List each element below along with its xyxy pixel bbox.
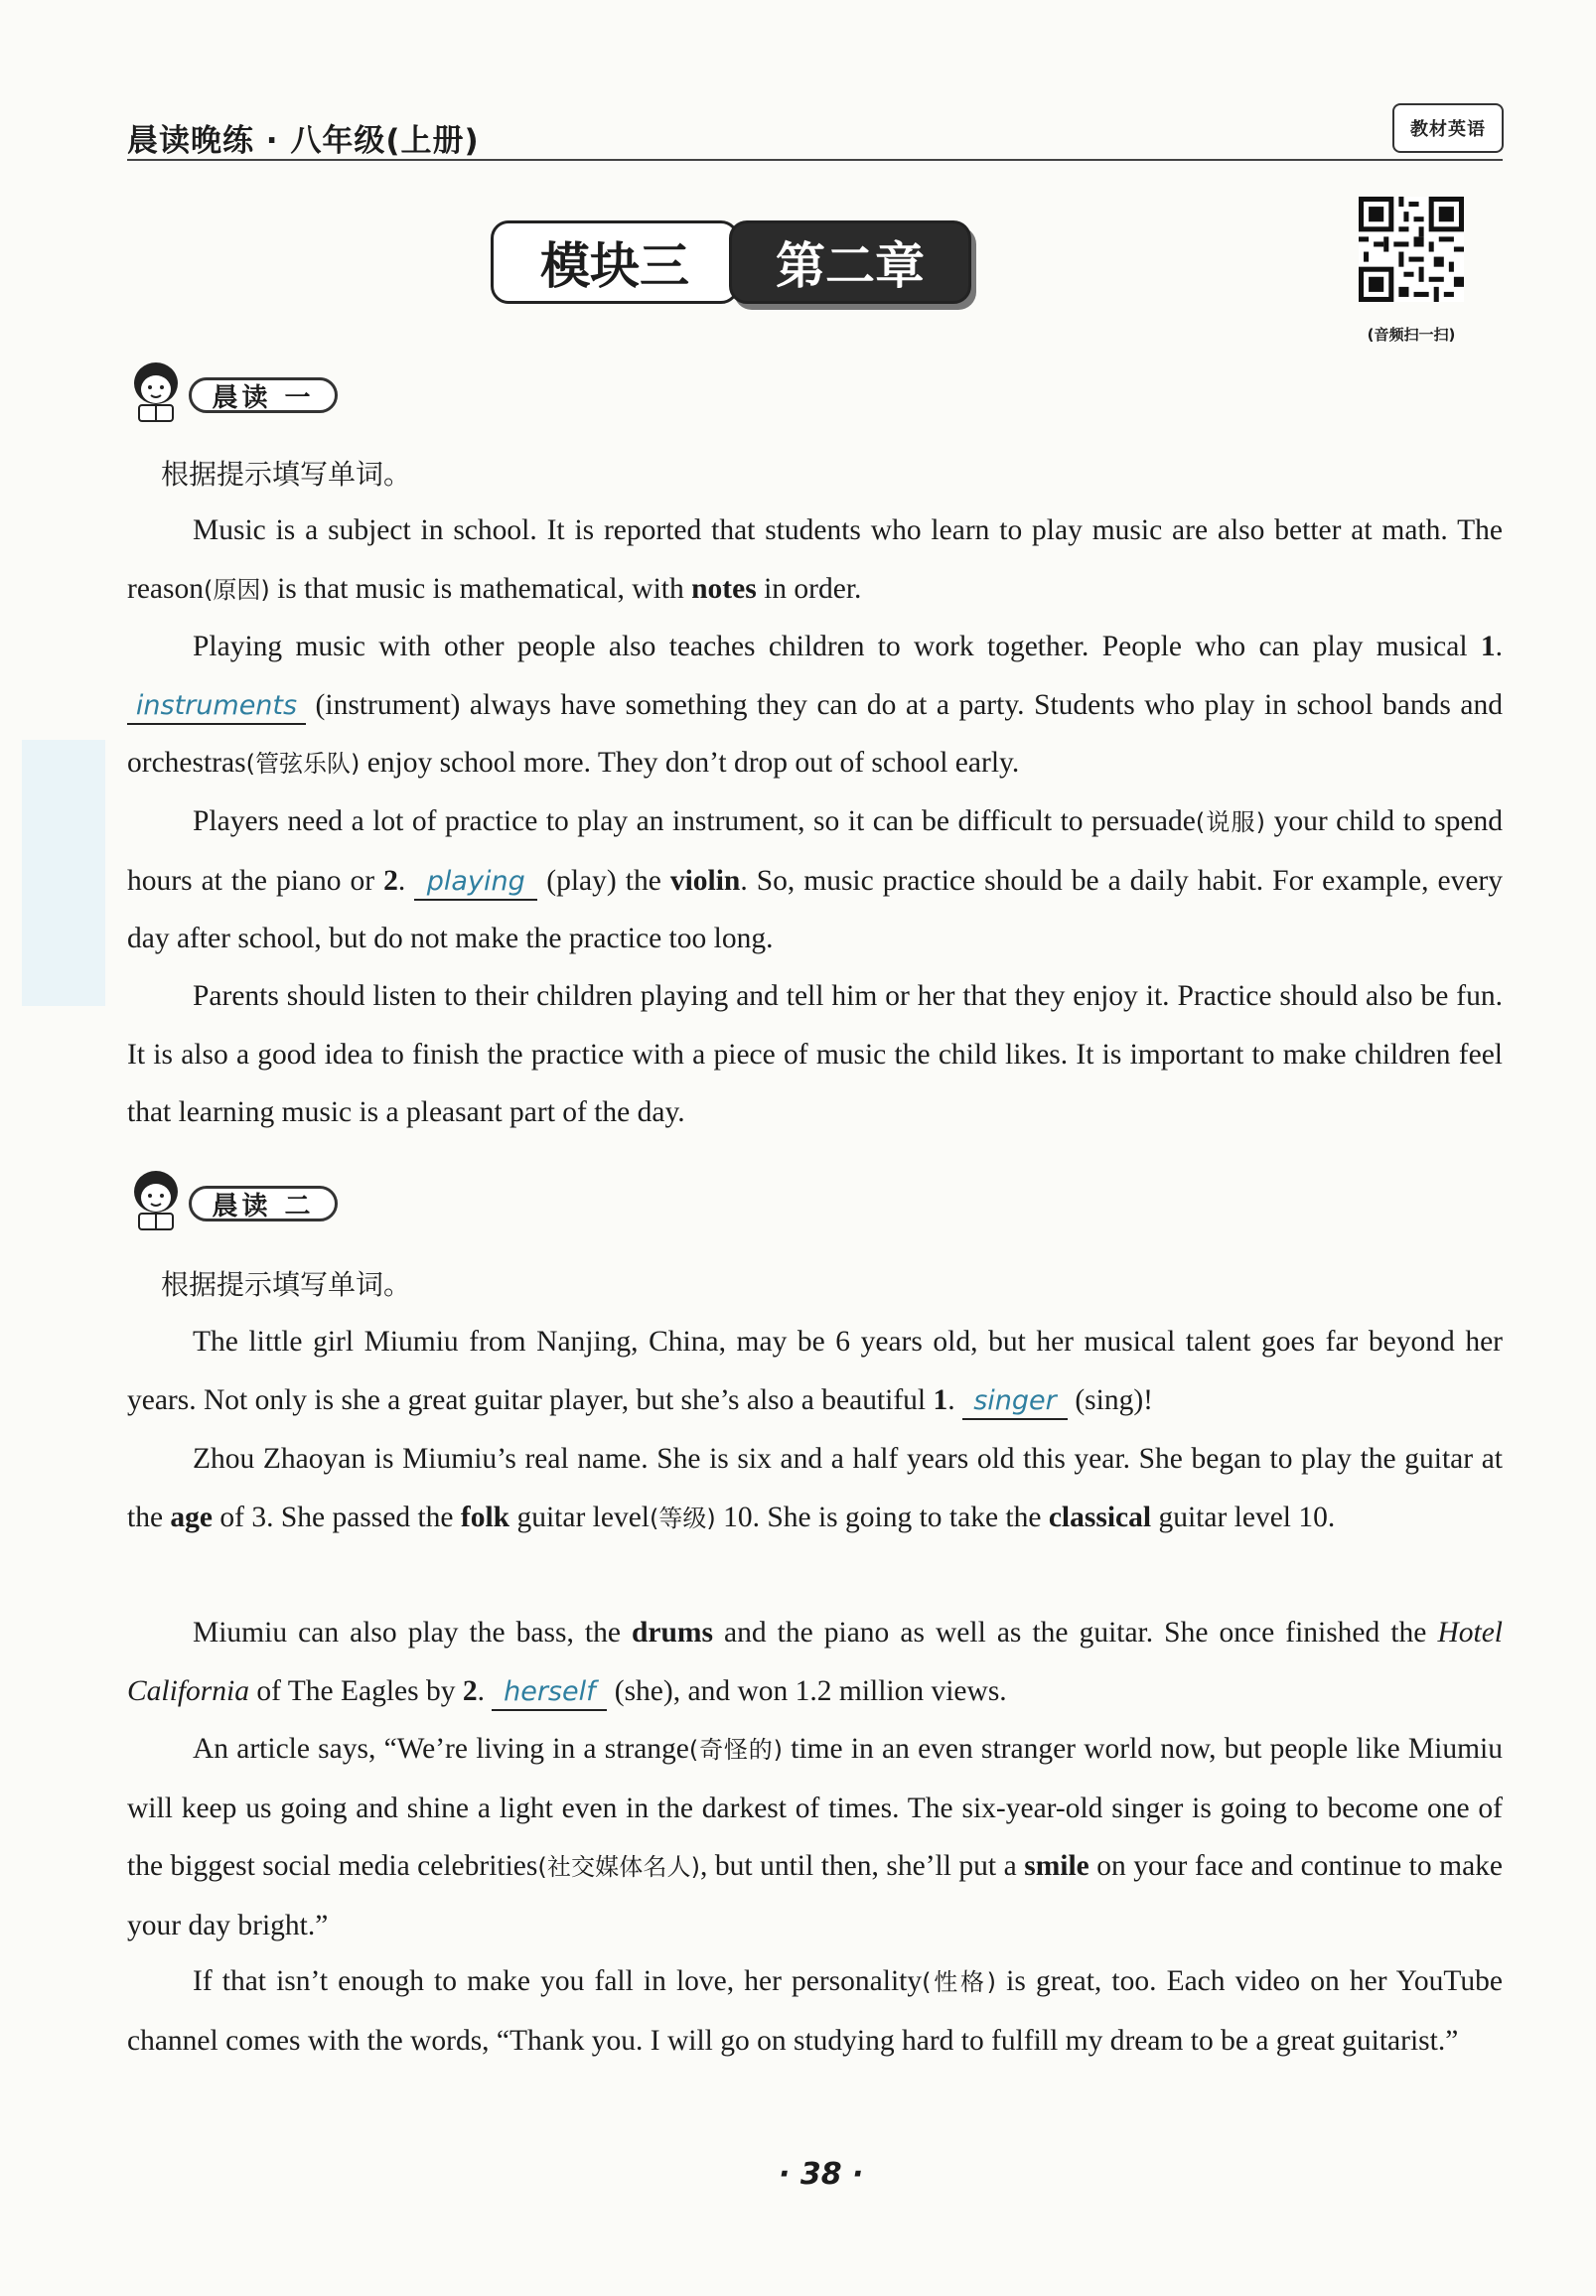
publisher-logo: 教材英语 [1392,103,1504,153]
chinese-gloss: (奇怪的) [688,1736,783,1764]
bold-term: classical [1048,1501,1152,1533]
bold-term: notes [691,572,757,605]
chinese-gloss: (等级) [649,1504,716,1532]
passage-paragraph: An article says, “We’re living in a strange(奇怪的) time in an even stranger world now, but people like Miumiu will keep us going and shine a light even in the darkest of times. The six-year-old singer is going to become one of the biggest social media celebrities(社交媒体名人), but until then, she’ll put a smile on your face and continue to make your day bright.” [127,1733,1504,1941]
section-label-text: 晨读 一 [189,377,338,413]
passage-paragraph: Zhou Zhaoyan is Miumiu’s real name. She is six and a half years old this year. She began to play the guitar at the age of 3. She passed the folk guitar level(等级) 10. She is going to take the classical guitar level 10. [127,1443,1503,1533]
chinese-gloss: (管弦乐队) [245,750,361,778]
section-label-1 [127,359,365,429]
answer-blank[interactable]: playing [414,865,537,901]
chinese-gloss: (原因) [204,575,270,604]
section-label-2 [127,1168,365,1237]
page-number: · 38 · [779,2157,864,2192]
passage-paragraph: Playing music with other people also teaches children to work together. People who can play musical 1. instruments (instrument) always have something they can do at a party. Students who play in school bands and orchestras(管弦乐队) enjoy school more. They don’t drop out of school early. [127,631,1503,779]
bold-term: age [170,1501,214,1533]
section-label-text: 晨读 二 [189,1186,338,1221]
bold-term: 2 [462,1674,478,1707]
bold-term: smile [1024,1850,1089,1882]
bold-term: 2 [383,864,398,897]
answer-blank[interactable]: singer [962,1384,1068,1420]
bold-term: 1 [1480,631,1496,662]
passage-paragraph: Music is a subject in school. It is reported that students who learn to play music are also better at math. The reason(原因) is that music is mathematical, with notes in order. [127,514,1503,605]
bold-term: violin [669,864,741,897]
reading-girl-icon [127,359,185,425]
italic-title: Hotel California [127,1617,1503,1707]
answer-blank[interactable]: herself [492,1675,607,1711]
passage-paragraph: Parents should listen to their children playing and tell him or her that they enjoy it. Practice should also be fun. It is also a good idea to finish the practice with a piece of music the child likes. It is important to make children feel that learning music is a pleasant part of the day. [127,980,1503,1128]
reading-girl-icon [127,1168,185,1233]
passage-paragraph: Miumiu can also play the bass, the drums and the piano as well as the guitar. She once finished the Hotel California of The Eagles by 2. herself (she), and won 1.2 million views. [127,1604,1503,1720]
chinese-gloss: (社交媒体名人) [537,1853,701,1881]
chapter-banner [491,220,977,312]
book-title: 晨读晚练 · 八年级(上册) [127,123,480,159]
chapter-label: 第二章 [729,220,971,304]
passage-paragraph: The little girl Miumiu from Nanjing, China, may be 6 years old, but her musical talent goes far beyond her years. Not only is she a great guitar player, but she’s also a beautiful 1. singer (sing)! [127,1313,1503,1429]
answer-blank[interactable]: instruments [127,689,306,725]
passage-paragraph: Players need a lot of practice to play an instrument, so it can be difficult to persuade(说服) your child to spend hours at the piano or 2. playing (play) the violin. So, music practice should be a daily habit. For example, every day after school, but do not make the practice too long. [127,805,1504,954]
bold-term: 1 [933,1383,948,1416]
qr-caption: (音频扫一扫) [1367,326,1456,344]
section-instruction: 根据提示填写单词。 [161,458,412,491]
passage-paragraph: If that isn’t enough to make you fall in love, her personality(性格) is great, too. Each video on her YouTube channel comes with the words, “Thank you. I will go on studying hard to fulfill my dream to be a great guitarist.” [127,1965,1504,2057]
bold-term: drums [631,1617,713,1649]
module-label: 模块三 [491,220,739,304]
bold-term: folk [460,1501,510,1533]
header-divider [127,159,1503,161]
side-color-tab [22,740,105,1006]
chinese-gloss: (说服) [1195,808,1266,836]
section-instruction: 根据提示填写单词。 [161,1268,412,1301]
chinese-gloss: (性格) [922,1968,997,1996]
audio-qr-code[interactable] [1359,197,1464,302]
